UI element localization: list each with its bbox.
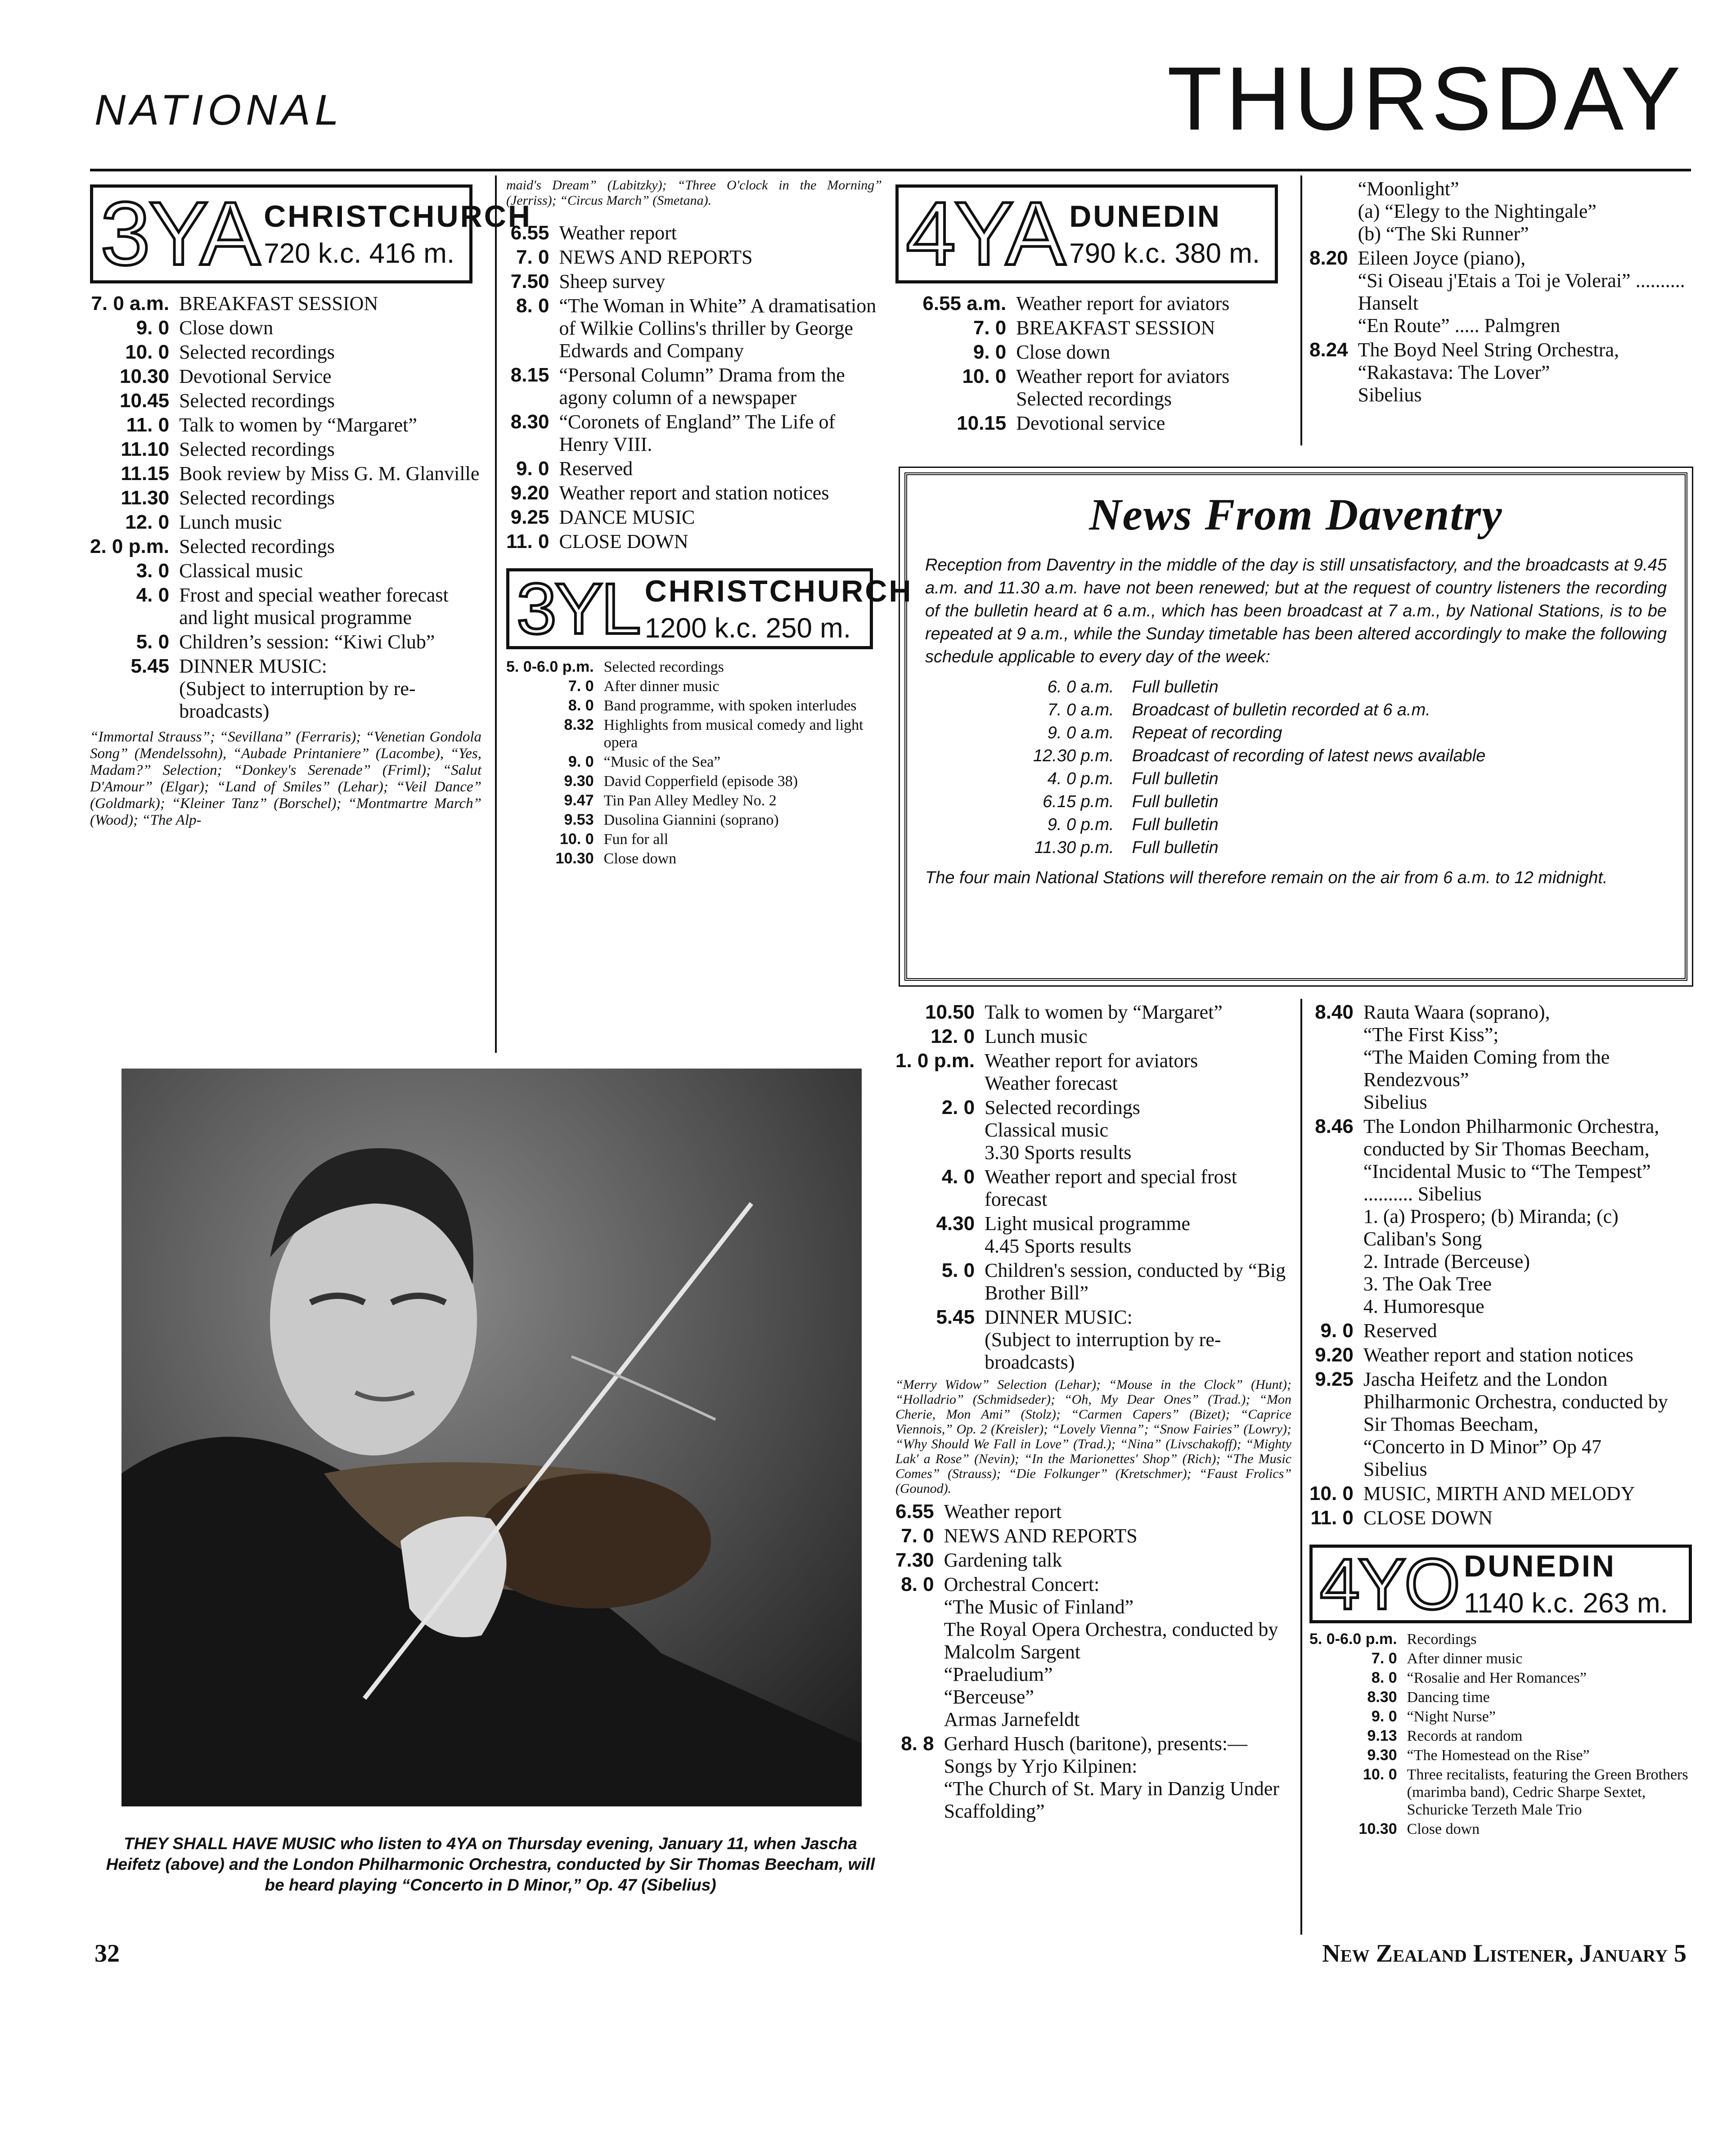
schedule-program: Orchestral Concert: “The Music of Finland” The Royal Opera Orchestra, conducted by Malcolm Sargent “Praeludium” “Berceuse” Armas Jarnefeldt bbox=[944, 1573, 1278, 1730]
column-divider bbox=[1300, 175, 1302, 445]
schedule-row bbox=[506, 482, 882, 506]
news-schedule-row bbox=[1033, 722, 1485, 745]
station-city: DUNEDIN bbox=[1464, 1549, 1616, 1583]
schedule-time: 8.30 bbox=[1367, 1689, 1397, 1706]
schedule-time: 2. 0 p.m. bbox=[90, 535, 170, 557]
station-frequency: 720 k.c. 416 m. bbox=[264, 238, 455, 269]
schedule-program: Classical music bbox=[179, 560, 303, 582]
schedule-row bbox=[1309, 1482, 1692, 1507]
schedule-row bbox=[506, 811, 882, 831]
schedule-time: 10. 0 bbox=[962, 365, 1007, 387]
schedule-row bbox=[895, 412, 1291, 436]
schedule-program: Close down bbox=[1016, 341, 1111, 363]
schedule-time: 10. 0 bbox=[1363, 1766, 1397, 1783]
schedule-program: Jascha Heifetz and the London Philharmonic Orchestra, conducted by Sir Thomas Beecham, “Concerto in D Minor” Op 47 Sibelius bbox=[1363, 1368, 1668, 1480]
schedule-time: 9.20 bbox=[1315, 1344, 1354, 1366]
schedule-program: “The Woman in White” A dramatisation of Wilkie Collins's thriller by George Edwards and Company bbox=[559, 295, 877, 362]
schedule-program: Light musical programme 4.45 Sports results bbox=[985, 1213, 1191, 1257]
schedule-row bbox=[895, 1549, 1291, 1573]
schedule-time: 6.55 bbox=[510, 222, 549, 244]
schedule-row bbox=[90, 341, 481, 365]
schedule-row bbox=[895, 317, 1291, 341]
schedule-row bbox=[90, 414, 481, 438]
schedule-row bbox=[1309, 1650, 1692, 1669]
schedule-4ya-continued bbox=[1309, 178, 1692, 408]
schedule-program: Selected recordings bbox=[179, 487, 335, 509]
schedule-time: 4.30 bbox=[936, 1213, 975, 1235]
schedule-program: “Music of the Sea” bbox=[603, 754, 721, 770]
schedule-time: 9. 0 bbox=[973, 341, 1007, 363]
schedule-row bbox=[895, 1025, 1291, 1050]
schedule-time: 10.50 bbox=[925, 1001, 975, 1023]
station-city: CHRISTCHURCH bbox=[264, 199, 532, 234]
schedule-4ya-morning bbox=[895, 292, 1291, 436]
schedule-time: 9. 0 bbox=[1371, 1708, 1397, 1725]
schedule-row bbox=[895, 1733, 1291, 1824]
news-schedule bbox=[1033, 676, 1485, 859]
schedule-time: 10.30 bbox=[1358, 1820, 1397, 1837]
schedule-row bbox=[90, 631, 481, 655]
schedule-time: 10.30 bbox=[555, 850, 594, 867]
schedule-row bbox=[895, 1096, 1291, 1166]
schedule-program: CLOSE DOWN bbox=[1363, 1507, 1493, 1529]
station-callsign: 3YL bbox=[517, 568, 639, 649]
schedule-row bbox=[1309, 1001, 1692, 1115]
schedule-time: 7.30 bbox=[895, 1549, 934, 1571]
schedule-time: 12.30 p.m. bbox=[1033, 746, 1114, 765]
schedule-time: 6. 0 a.m. bbox=[1047, 678, 1114, 696]
schedule-program: Selected recordings bbox=[179, 341, 335, 363]
schedule-time: 8.15 bbox=[510, 364, 549, 386]
schedule-time: 7. 0 bbox=[1371, 1650, 1397, 1667]
schedule-row bbox=[1309, 1747, 1692, 1766]
schedule-time: 11.10 bbox=[121, 438, 170, 460]
schedule-program: Dancing time bbox=[1407, 1689, 1490, 1706]
schedule-row bbox=[1309, 1115, 1692, 1320]
schedule-program: Full bulletin bbox=[1132, 815, 1219, 834]
violinist-illustration bbox=[121, 1069, 862, 1806]
schedule-row bbox=[1309, 1708, 1692, 1727]
schedule-program: Selected recordings bbox=[179, 535, 335, 557]
schedule-row bbox=[895, 1001, 1291, 1025]
schedule-row bbox=[506, 270, 882, 295]
schedule-program: Band programme, with spoken interludes bbox=[603, 697, 857, 714]
schedule-time: 9. 0 bbox=[568, 753, 594, 770]
schedule-program: Reserved bbox=[559, 458, 633, 480]
schedule-time: 9.25 bbox=[510, 506, 549, 528]
schedule-program: “The Homestead on the Rise” bbox=[1407, 1747, 1590, 1764]
schedule-time: 8.20 bbox=[1309, 247, 1348, 269]
news-schedule-row bbox=[1033, 676, 1485, 699]
schedule-program: Full bulletin bbox=[1132, 792, 1219, 811]
schedule-program: The Boyd Neel String Orchestra, “Rakastava: The Lover” Sibelius bbox=[1358, 339, 1619, 406]
schedule-4ya-night bbox=[1309, 1001, 1692, 1531]
schedule-row bbox=[90, 438, 481, 463]
schedule-row bbox=[506, 530, 882, 555]
schedule-program: After dinner music bbox=[1407, 1650, 1523, 1667]
schedule-program: Sheep survey bbox=[559, 270, 666, 292]
schedule-time: 8.46 bbox=[1315, 1115, 1354, 1137]
col3-bottom bbox=[895, 1001, 1291, 1824]
schedule-time: 7. 0 a.m. bbox=[1047, 701, 1114, 719]
col3-top bbox=[895, 184, 1291, 436]
schedule-time: 8. 0 bbox=[1371, 1669, 1397, 1686]
schedule-row bbox=[1309, 1630, 1692, 1650]
schedule-row bbox=[1309, 339, 1692, 408]
schedule-row bbox=[90, 487, 481, 511]
schedule-row bbox=[895, 292, 1291, 317]
schedule-row bbox=[1309, 1344, 1692, 1368]
schedule-time: 10.15 bbox=[957, 412, 1007, 434]
schedule-program: Broadcast of recording of latest news available bbox=[1132, 746, 1486, 765]
schedule-program: Full bulletin bbox=[1132, 838, 1219, 857]
schedule-time: 5.45 bbox=[130, 655, 170, 677]
schedule-row bbox=[506, 364, 882, 411]
schedule-row bbox=[90, 390, 481, 414]
schedule-time: 8. 0 bbox=[568, 697, 594, 714]
schedule-program: Lunch music bbox=[179, 511, 282, 533]
schedule-time: 8.40 bbox=[1315, 1001, 1354, 1023]
column-divider bbox=[495, 175, 497, 1053]
schedule-time: 11.30 p.m. bbox=[1034, 838, 1114, 857]
station-box-4yo bbox=[1309, 1545, 1692, 1623]
schedule-program: Weather report and station notices bbox=[1363, 1344, 1633, 1366]
schedule-time: 10. 0 bbox=[125, 341, 170, 363]
schedule-program: Eileen Joyce (piano), “Si Oiseau j'Etais a Toi je Volerai” .......... Hanselt “En Route” ..... Palmgren bbox=[1358, 247, 1685, 337]
schedule-time: 5. 0-6.0 p.m. bbox=[1309, 1630, 1397, 1648]
schedule-time: 8. 0 bbox=[516, 295, 549, 317]
schedule-program: “Coronets of England” The Life of Henry VIII. bbox=[559, 411, 836, 455]
schedule-program: Lunch music bbox=[985, 1025, 1088, 1047]
schedule-time: 5. 0-6.0 p.m. bbox=[506, 658, 594, 675]
schedule-program: Dusolina Giannini (soprano) bbox=[603, 812, 779, 828]
schedule-time: 7.50 bbox=[510, 270, 549, 292]
schedule-program: Weather report for aviators Weather forecast bbox=[985, 1050, 1198, 1094]
schedule-row bbox=[1309, 1320, 1692, 1344]
schedule-row bbox=[895, 365, 1291, 412]
schedule-time: 5. 0 bbox=[136, 631, 170, 653]
schedule-row bbox=[90, 317, 481, 341]
schedule-program: “Night Nurse” bbox=[1407, 1708, 1496, 1725]
schedule-program: Selected recordings Classical music 3.30 Sports results bbox=[985, 1096, 1140, 1163]
schedule-time: 7. 0 a.m. bbox=[91, 292, 170, 314]
schedule-time: 9.30 bbox=[564, 773, 594, 790]
schedule-row bbox=[506, 716, 882, 753]
dinner-music-list: “Immortal Strauss”; “Sevillana” (Ferraris); “Venetian Gondola Song” (Mendelssohn), “Aubade Printaniere” (Lacombe), “Yes, Madam?” Selection; “Donkey's Serenade” (Friml); “Salut D'Amour” (Elgar); “Land of Smiles” (Lehar); “Veil Dance” (Goldmark); “Kleiner Tanz” (Borschel); “Montmartre March” (Wood); “The Alp- bbox=[90, 729, 481, 828]
schedule-time: 11. 0 bbox=[126, 414, 170, 436]
schedule-program: Fun for all bbox=[603, 831, 669, 848]
schedule-program: BREAKFAST SESSION bbox=[1016, 317, 1215, 339]
dinner-music-continued: maid's Dream” (Labitzky); “Three O'clock in the Morning” (Jerriss); “Circus March” (Smetana). bbox=[506, 178, 882, 208]
schedule-program: Gerhard Husch (baritone), presents:— Songs by Yrjo Kilpinen: “The Church of St. Mary in Danzig Under Scaffolding” bbox=[944, 1733, 1279, 1822]
schedule-program: NEWS AND REPORTS bbox=[944, 1525, 1138, 1547]
schedule-time: 11. 0 bbox=[506, 530, 549, 552]
schedule-time: 9. 0 bbox=[516, 458, 549, 480]
station-frequency: 1200 k.c. 250 m. bbox=[644, 612, 851, 644]
schedule-time: 7. 0 bbox=[568, 678, 594, 695]
schedule-time: 9. 0 p.m. bbox=[1047, 815, 1114, 834]
schedule-time: 4. 0 bbox=[941, 1166, 975, 1188]
schedule-time: 12. 0 bbox=[125, 511, 170, 533]
schedule-time: 9.47 bbox=[564, 792, 594, 809]
schedule-time: 8. 8 bbox=[901, 1733, 934, 1755]
schedule-time bbox=[1309, 178, 1358, 247]
schedule-time: 9.20 bbox=[510, 482, 549, 504]
schedule-row bbox=[506, 295, 882, 364]
schedule-row bbox=[895, 1500, 1291, 1525]
schedule-program: Weather report bbox=[944, 1500, 1062, 1523]
schedule-program: DINNER MUSIC: (Subject to interruption by re-broadcasts) bbox=[179, 655, 416, 722]
schedule-program: Selected recordings bbox=[179, 390, 335, 412]
schedule-program: Rauta Waara (soprano), “The First Kiss”; “The Maiden Coming from the Rendezvous” Sibelius bbox=[1363, 1001, 1610, 1113]
schedule-program: Full bulletin bbox=[1132, 769, 1219, 788]
schedule-program: Children’s session: “Kiwi Club” bbox=[179, 631, 435, 653]
schedule-row bbox=[506, 506, 882, 530]
schedule-time: 7. 0 bbox=[973, 317, 1007, 339]
schedule-time: 10. 0 bbox=[1309, 1482, 1354, 1505]
station-callsign: 3YA bbox=[100, 184, 259, 284]
schedule-time: 2. 0 bbox=[941, 1096, 975, 1118]
schedule-time: 4. 0 p.m. bbox=[1047, 769, 1114, 788]
schedule-row bbox=[90, 511, 481, 535]
schedule-row bbox=[506, 753, 882, 773]
schedule-time: 12. 0 bbox=[931, 1025, 975, 1047]
schedule-program: “Rosalie and Her Romances” bbox=[1407, 1670, 1587, 1686]
schedule-3ya bbox=[90, 292, 481, 724]
schedule-program: David Copperfield (episode 38) bbox=[603, 773, 798, 790]
schedule-program: Close down bbox=[1407, 1821, 1480, 1837]
schedule-program: The London Philharmonic Orchestra, conducted by Sir Thomas Beecham, “Incidental Music to “The Tempest” .......... Sibelius 1. (a) Prospero; (b) Miranda; (c) Caliban's Song 2. Intrade (Berceuse) 3. The Oak Tree 4. Humoresque bbox=[1363, 1115, 1660, 1317]
schedule-program: Close down bbox=[603, 850, 677, 867]
schedule-time: 9.13 bbox=[1367, 1727, 1397, 1744]
station-frequency: 790 k.c. 380 m. bbox=[1069, 238, 1260, 269]
schedule-program: Close down bbox=[179, 317, 274, 339]
schedule-row bbox=[90, 560, 481, 584]
heifetz-photo bbox=[121, 1069, 862, 1806]
schedule-time: 6.15 p.m. bbox=[1043, 792, 1114, 811]
station-box-4ya bbox=[895, 184, 1278, 283]
schedule-row bbox=[1309, 1727, 1692, 1747]
schedule-3ya-evening bbox=[506, 222, 882, 555]
schedule-program: Weather report for aviators Selected recordings bbox=[1016, 365, 1230, 410]
schedule-program: Broadcast of bulletin recorded at 6 a.m. bbox=[1132, 701, 1430, 719]
schedule-time: 11.30 bbox=[121, 487, 170, 509]
news-schedule-row bbox=[1033, 836, 1485, 859]
schedule-row bbox=[1309, 1689, 1692, 1708]
news-schedule-row bbox=[1033, 768, 1485, 791]
schedule-time: 1. 0 p.m. bbox=[895, 1050, 975, 1072]
schedule-row bbox=[90, 655, 481, 724]
schedule-4ya-evening bbox=[895, 1500, 1291, 1824]
schedule-row bbox=[90, 463, 481, 487]
schedule-time: 10.30 bbox=[119, 365, 170, 387]
schedule-row bbox=[1309, 1766, 1692, 1820]
schedule-time: 9.30 bbox=[1367, 1747, 1397, 1764]
schedule-time: 4. 0 bbox=[136, 584, 170, 606]
schedule-row bbox=[90, 292, 481, 317]
schedule-4ya-afternoon bbox=[895, 1001, 1291, 1375]
schedule-time: 6.55 bbox=[895, 1500, 934, 1523]
schedule-program: Recordings bbox=[1407, 1631, 1477, 1648]
schedule-row bbox=[506, 850, 882, 869]
schedule-time: 5. 0 bbox=[941, 1259, 975, 1281]
schedule-row bbox=[895, 1166, 1291, 1213]
schedule-row bbox=[506, 831, 882, 850]
schedule-time: 9.25 bbox=[1315, 1368, 1354, 1390]
day-title: THURSDAY bbox=[1167, 49, 1684, 149]
col4-bottom bbox=[1309, 1001, 1692, 1840]
schedule-program: BREAKFAST SESSION bbox=[179, 292, 378, 314]
schedule-time: 3. 0 bbox=[136, 560, 170, 582]
schedule-program: Devotional Service bbox=[179, 365, 332, 387]
schedule-row bbox=[895, 1213, 1291, 1259]
schedule-time: 7. 0 bbox=[516, 246, 549, 268]
schedule-program: Talk to women by “Margaret” bbox=[985, 1001, 1223, 1023]
col2 bbox=[506, 178, 913, 869]
station-callsign: 4YO bbox=[1320, 1543, 1459, 1624]
schedule-row bbox=[895, 1259, 1291, 1306]
schedule-4yo bbox=[1309, 1630, 1692, 1840]
schedule-program: CLOSE DOWN bbox=[559, 530, 688, 552]
schedule-program: Weather report and station notices bbox=[559, 482, 829, 504]
schedule-time: 9. 0 a.m. bbox=[1047, 723, 1114, 742]
schedule-program: Highlights from musical comedy and light opera bbox=[603, 717, 864, 751]
schedule-row bbox=[895, 1573, 1291, 1733]
schedule-row bbox=[506, 792, 882, 811]
schedule-program: Book review by Miss G. M. Glanville bbox=[179, 463, 480, 485]
news-schedule-row bbox=[1033, 699, 1485, 722]
schedule-row bbox=[506, 222, 882, 246]
schedule-program: MUSIC, MIRTH AND MELODY bbox=[1363, 1482, 1635, 1505]
schedule-program: “Personal Column” Drama from the agony column of a newspaper bbox=[559, 364, 845, 409]
schedule-row bbox=[506, 658, 882, 678]
schedule-program: Frost and special weather forecast and light musical programme bbox=[179, 584, 449, 629]
schedule-row bbox=[1309, 1669, 1692, 1689]
schedule-program: Weather report for aviators bbox=[1016, 292, 1230, 314]
schedule-program: Tin Pan Alley Medley No. 2 bbox=[603, 792, 777, 809]
schedule-time: 10. 0 bbox=[560, 831, 594, 848]
schedule-program: DINNER MUSIC: (Subject to interruption by re-broadcasts) bbox=[985, 1306, 1221, 1373]
news-schedule-row bbox=[1033, 791, 1485, 813]
station-callsign: 4YA bbox=[906, 184, 1064, 284]
schedule-program: Reserved bbox=[1363, 1320, 1437, 1342]
schedule-row bbox=[506, 678, 882, 697]
schedule-program: NEWS AND REPORTS bbox=[559, 246, 753, 268]
schedule-row bbox=[90, 365, 481, 390]
schedule-time: 8.32 bbox=[564, 716, 594, 733]
schedule-row bbox=[90, 584, 481, 631]
schedule-program: After dinner music bbox=[603, 678, 720, 695]
schedule-program: “Moonlight” (a) “Elegy to the Nightingale” (b) “The Ski Runner” bbox=[1358, 178, 1597, 245]
schedule-program: Three recitalists, featuring the Green Brothers (marimba band), Cedric Sharpe Sextet, Schuricke Terzeth Male Trio bbox=[1407, 1766, 1688, 1818]
schedule-row bbox=[506, 697, 882, 716]
schedule-3yl bbox=[506, 658, 882, 869]
news-schedule-row bbox=[1033, 813, 1485, 836]
schedule-time: 6.55 a.m. bbox=[922, 292, 1007, 314]
schedule-time: 9.53 bbox=[564, 811, 594, 828]
schedule-row bbox=[1309, 1820, 1692, 1840]
schedule-time: 10.45 bbox=[119, 390, 170, 412]
schedule-row bbox=[506, 246, 882, 270]
schedule-program: Weather report bbox=[559, 222, 677, 244]
header-rule bbox=[90, 169, 1691, 171]
station-city: DUNEDIN bbox=[1069, 199, 1221, 234]
section-label: NATIONAL bbox=[94, 86, 343, 134]
schedule-program: Repeat of recording bbox=[1132, 723, 1282, 742]
schedule-time: 8.24 bbox=[1309, 339, 1348, 361]
schedule-time: 7. 0 bbox=[901, 1525, 934, 1547]
schedule-row bbox=[1309, 1368, 1692, 1482]
schedule-program: Records at random bbox=[1407, 1728, 1523, 1744]
station-city: CHRISTCHURCH bbox=[644, 574, 913, 608]
photo-caption: THEY SHALL HAVE MUSIC who listen to 4YA on Thursday evening, January 11, when Jascha Heifetz (above) and the London Philharmonic Orchestra, conducted by Sir Thomas Beecham, will be heard playing “Concerto in D Minor,” Op. 47 (Sibelius) bbox=[106, 1834, 875, 1894]
schedule-program: Children's session, conducted by “Big Brother Bill” bbox=[985, 1259, 1286, 1304]
dinner-music-list: “Merry Widow” Selection (Lehar); “Mouse in the Clock” (Hunt); “Holladrio” (Schmidseder); “Oh, My Dear Ones” (Trad.); “Mon Cherie, Mon Ami” (Stolz); “Carmen Capers” (Bizet); “Caprice Viennois,” Op. 2 (Kreisler); “Lovely Vienna”; “Snow Fairies” (Lowry); “Why Should We Fall in Love” (Trad.); “Nina” (Livschakoff); “Mighty Lak' a Rose” (Nevin); “In the Marionettes' Shop” (Rich); “The Music Comes” (Strauss); “Die Folkunger” (Kretschmer); “Faust Frolics” (Gounod). bbox=[895, 1377, 1291, 1496]
news-title: News From Daventry bbox=[1089, 490, 1503, 539]
schedule-time: 8. 0 bbox=[901, 1573, 934, 1595]
page-number: 32 bbox=[94, 1940, 120, 1967]
news-from-daventry-box bbox=[904, 472, 1687, 981]
news-outro: The four main National Stations will therefore remain on the air from 6 a.m. to 12 midnight. bbox=[925, 868, 1608, 887]
column-divider bbox=[1300, 999, 1302, 1935]
schedule-program: Weather report and special frost forecast bbox=[985, 1166, 1237, 1210]
schedule-program: Selected recordings bbox=[179, 438, 335, 460]
schedule-time: 9. 0 bbox=[1320, 1320, 1354, 1342]
schedule-row bbox=[1309, 1507, 1692, 1531]
schedule-row bbox=[895, 1306, 1291, 1375]
publication-footer: New Zealand Listener, January 5 bbox=[1322, 1940, 1687, 1967]
schedule-time: 5.45 bbox=[936, 1306, 975, 1328]
schedule-program: Full bulletin bbox=[1132, 678, 1219, 696]
schedule-row bbox=[895, 341, 1291, 365]
schedule-row bbox=[895, 1050, 1291, 1096]
news-intro: Reception from Daventry in the middle of the day is still unsatisfactory, and the broadcasts at 9.45 a.m. and 11.30 a.m. have not been renewed; but at the request of country listeners the recording of the bulletin heard at 6 a.m., which has been broadcast at 7 a.m., by National Stations, is to be repeated at 9 a.m., while the Sunday timetable has been altered accordingly to make the following schedule applicable to every day of the week: bbox=[925, 556, 1667, 666]
schedule-program: Gardening talk bbox=[944, 1549, 1062, 1571]
schedule-program: Selected recordings bbox=[603, 659, 724, 675]
station-frequency: 1140 k.c. 263 m. bbox=[1464, 1588, 1668, 1619]
schedule-time: 11. 0 bbox=[1310, 1507, 1354, 1529]
schedule-row bbox=[1309, 178, 1692, 247]
schedule-time: 8.30 bbox=[510, 411, 549, 433]
schedule-row bbox=[506, 773, 882, 792]
schedule-row bbox=[506, 411, 882, 458]
schedule-row bbox=[1309, 247, 1692, 339]
schedule-time: 9. 0 bbox=[136, 317, 170, 339]
news-schedule-row bbox=[1033, 745, 1485, 768]
col4-top bbox=[1309, 178, 1692, 408]
schedule-row bbox=[90, 535, 481, 560]
schedule-row bbox=[506, 458, 882, 482]
schedule-row bbox=[895, 1525, 1291, 1549]
schedule-program: Talk to women by “Margaret” bbox=[179, 414, 417, 436]
schedule-program: DANCE MUSIC bbox=[559, 506, 695, 528]
schedule-program: Devotional service bbox=[1016, 412, 1165, 434]
schedule-time: 11.15 bbox=[121, 463, 170, 485]
station-box-3yl bbox=[506, 568, 913, 649]
